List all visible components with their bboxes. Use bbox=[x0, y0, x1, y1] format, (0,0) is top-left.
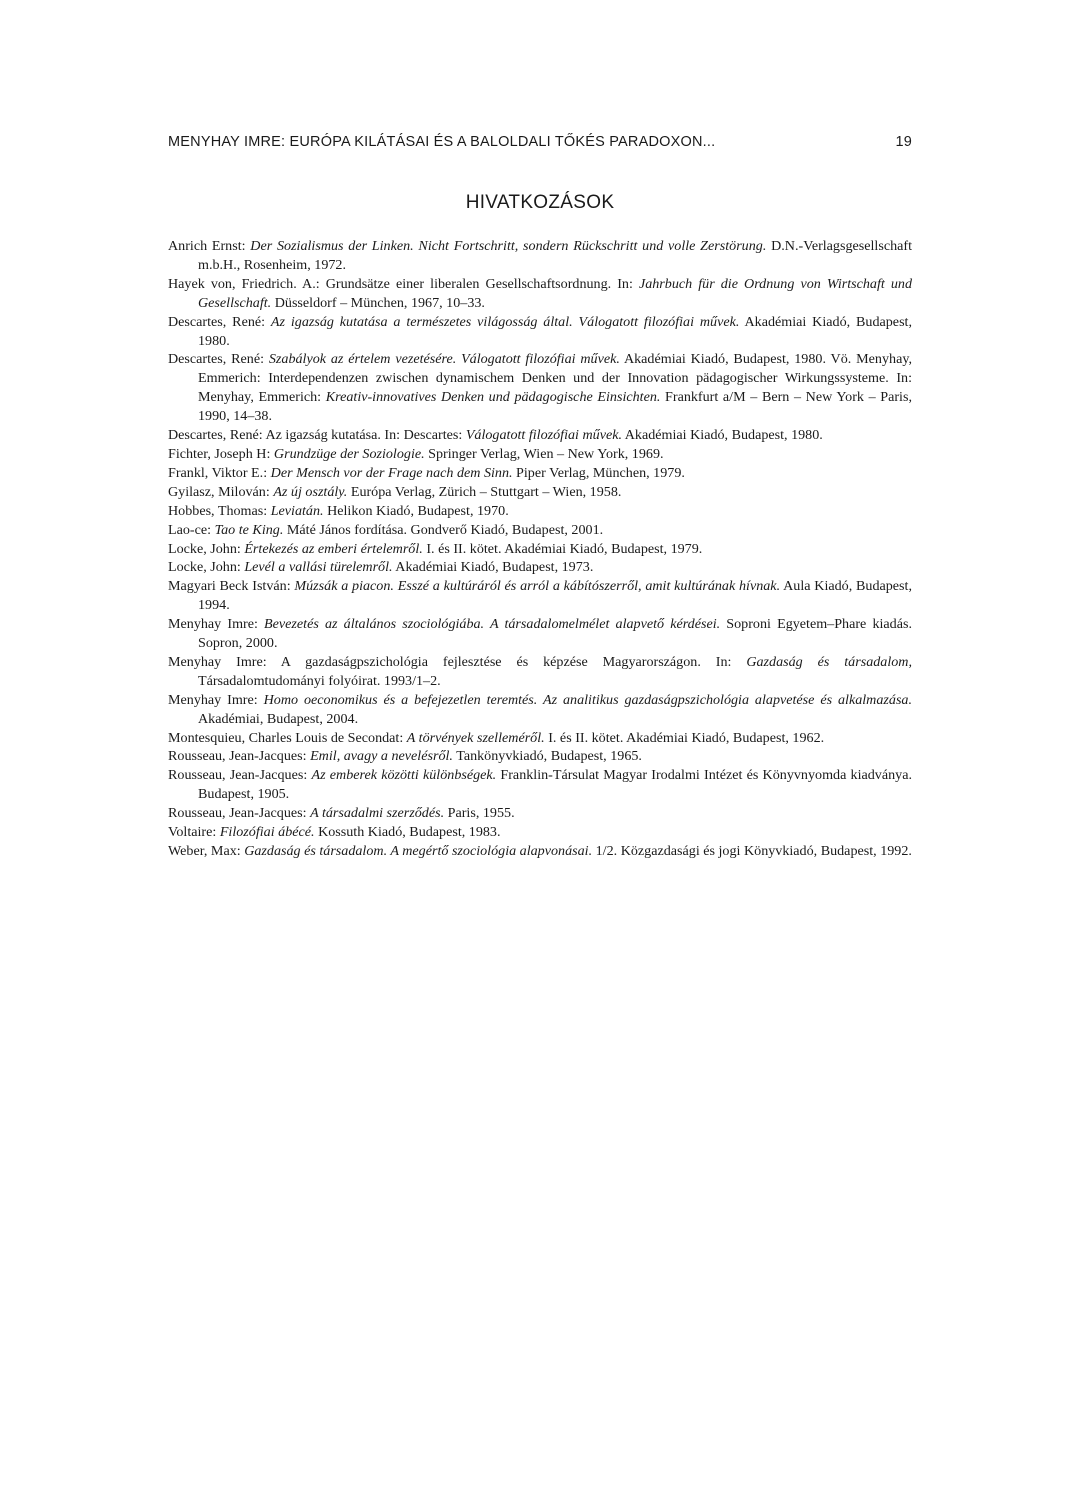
reference-item: Hayek von, Friedrich. A.: Grundsätze einer liberalen Gesellschaftsordnung. In: Jahrbuch für die Ordnung von Wirtschaft und Gesellschaft. Düsseldorf – München, 1967, 10–33. bbox=[168, 275, 913, 311]
reference-item: Gyilasz, Milován: Az új osztály. Európa Verlag, Zürich – Stuttgart – Wien, 1958. bbox=[168, 483, 622, 500]
reference-item: Frankl, Viktor E.: Der Mensch vor der Frage nach dem Sinn. Piper Verlag, München, 1979. bbox=[168, 464, 685, 481]
reference-item: Rousseau, Jean-Jacques: A társadalmi szerződés. Paris, 1955. bbox=[168, 805, 515, 822]
page-number: 19 bbox=[895, 134, 912, 150]
section-title: HIVATKOZÁSOK bbox=[465, 192, 615, 213]
reference-item: Anrich Ernst: Der Sozialismus der Linken. Nicht Fortschritt, sondern Rückschritt und volle Zerstörung. D.N.-Verlagsgesellschaft m.b.H., Rosenheim, 1972. bbox=[168, 238, 912, 273]
reference-item: Locke, John: Értekezés az emberi értelemről. I. és II. kötet. Akadémiai Kiadó, Budapest, 1979. bbox=[168, 540, 703, 557]
reference-item: Descartes, René: Szabályok az értelem vezetésére. Válogatott filozófiai művek. Akadémiai Kiadó, Budapest, 1980. Vö. Menyhay, Emmerich: Interdependenzen zwischen dynamischem Denken und der Innovation pädagogischer Wirkungssysteme. In: Menyhay, Emmerich: Kreativ-innovatives Denken und pädagogische Einsichten. Frankfurt a/M – Bern – New York – Paris, 1990, 14–38. bbox=[168, 351, 912, 425]
reference-list bbox=[168, 237, 912, 861]
reference-item: Weber, Max: Gazdaság és társadalom. A megértő szociológia alapvonásai. 1/2. Közgazdasági és jogi Könyvkiadó, Budapest, 1992. bbox=[168, 843, 912, 859]
reference-item: Rousseau, Jean-Jacques: Emil, avagy a nevelésről. Tankönyvkiadó, Budapest, 1965. bbox=[168, 748, 642, 765]
reference-item: Hobbes, Thomas: Leviatán. Helikon Kiadó, Budapest, 1970. bbox=[168, 502, 509, 519]
reference-item: Fichter, Joseph H: Grundzüge der Soziologie. Springer Verlag, Wien – New York, 1969. bbox=[168, 445, 664, 462]
running-header bbox=[168, 134, 912, 150]
reference-item: Menyhay Imre: Homo oeconomikus és a befejezetlen teremtés. Az analitikus gazdaságpszichológia alapvetése és alkalmazása. Akadémiai, Budapest, 2004. bbox=[168, 691, 912, 727]
reference-item: Descartes, René: Az igazság kutatása. In: Descartes: Válogatott filozófiai művek. Akadémiai Kiadó, Budapest, 1980. bbox=[168, 427, 823, 444]
reference-item: Menyhay Imre: A gazdaságpszichológia fejlesztése és képzése Magyarországon. In: Gazdaság és társadalom, Társadalomtudományi folyóirat. 1993/1–2. bbox=[168, 653, 912, 689]
reference-item: Magyari Beck István: Múzsák a piacon. Esszé a kultúráról és arról a kábítószerről, amit kultúrának hívnak. Aula Kiadó, Budapest, 1994. bbox=[168, 578, 912, 614]
reference-item: Locke, John: Levél a vallási türelemről. Akadémiai Kiadó, Budapest, 1973. bbox=[168, 559, 594, 576]
reference-item: Rousseau, Jean-Jacques: Az emberek közötti különbségek. Franklin-Társulat Magyar Irodalmi Intézet és Könyvnyomda kiadványa. Budapest, 1905. bbox=[168, 767, 912, 803]
running-title: MENYHAY IMRE: EURÓPA KILÁTÁSAI ÉS A BALOLDALI TŐKÉS PARADOXON... bbox=[168, 134, 716, 150]
reference-item: Voltaire: Filozófiai ábécé. Kossuth Kiadó, Budapest, 1983. bbox=[168, 824, 501, 841]
reference-item: Descartes, René: Az igazság kutatása a természetes világosság által. Válogatott filozófiai művek. Akadémiai Kiadó, Budapest, 1980. bbox=[168, 313, 912, 349]
reference-item: Montesquieu, Charles Louis de Secondat: A törvények szelleméről. I. és II. kötet. Akadémiai Kiadó, Budapest, 1962. bbox=[168, 729, 825, 746]
reference-item: Menyhay Imre: Bevezetés az általános szociológiába. A társadalomelmélet alapvető kérdései. Soproni Egyetem–Phare kiadás. Sopron, 2000. bbox=[168, 616, 912, 652]
reference-item: Lao-ce: Tao te King. Máté János fordítása. Gondverő Kiadó, Budapest, 2001. bbox=[168, 521, 604, 538]
